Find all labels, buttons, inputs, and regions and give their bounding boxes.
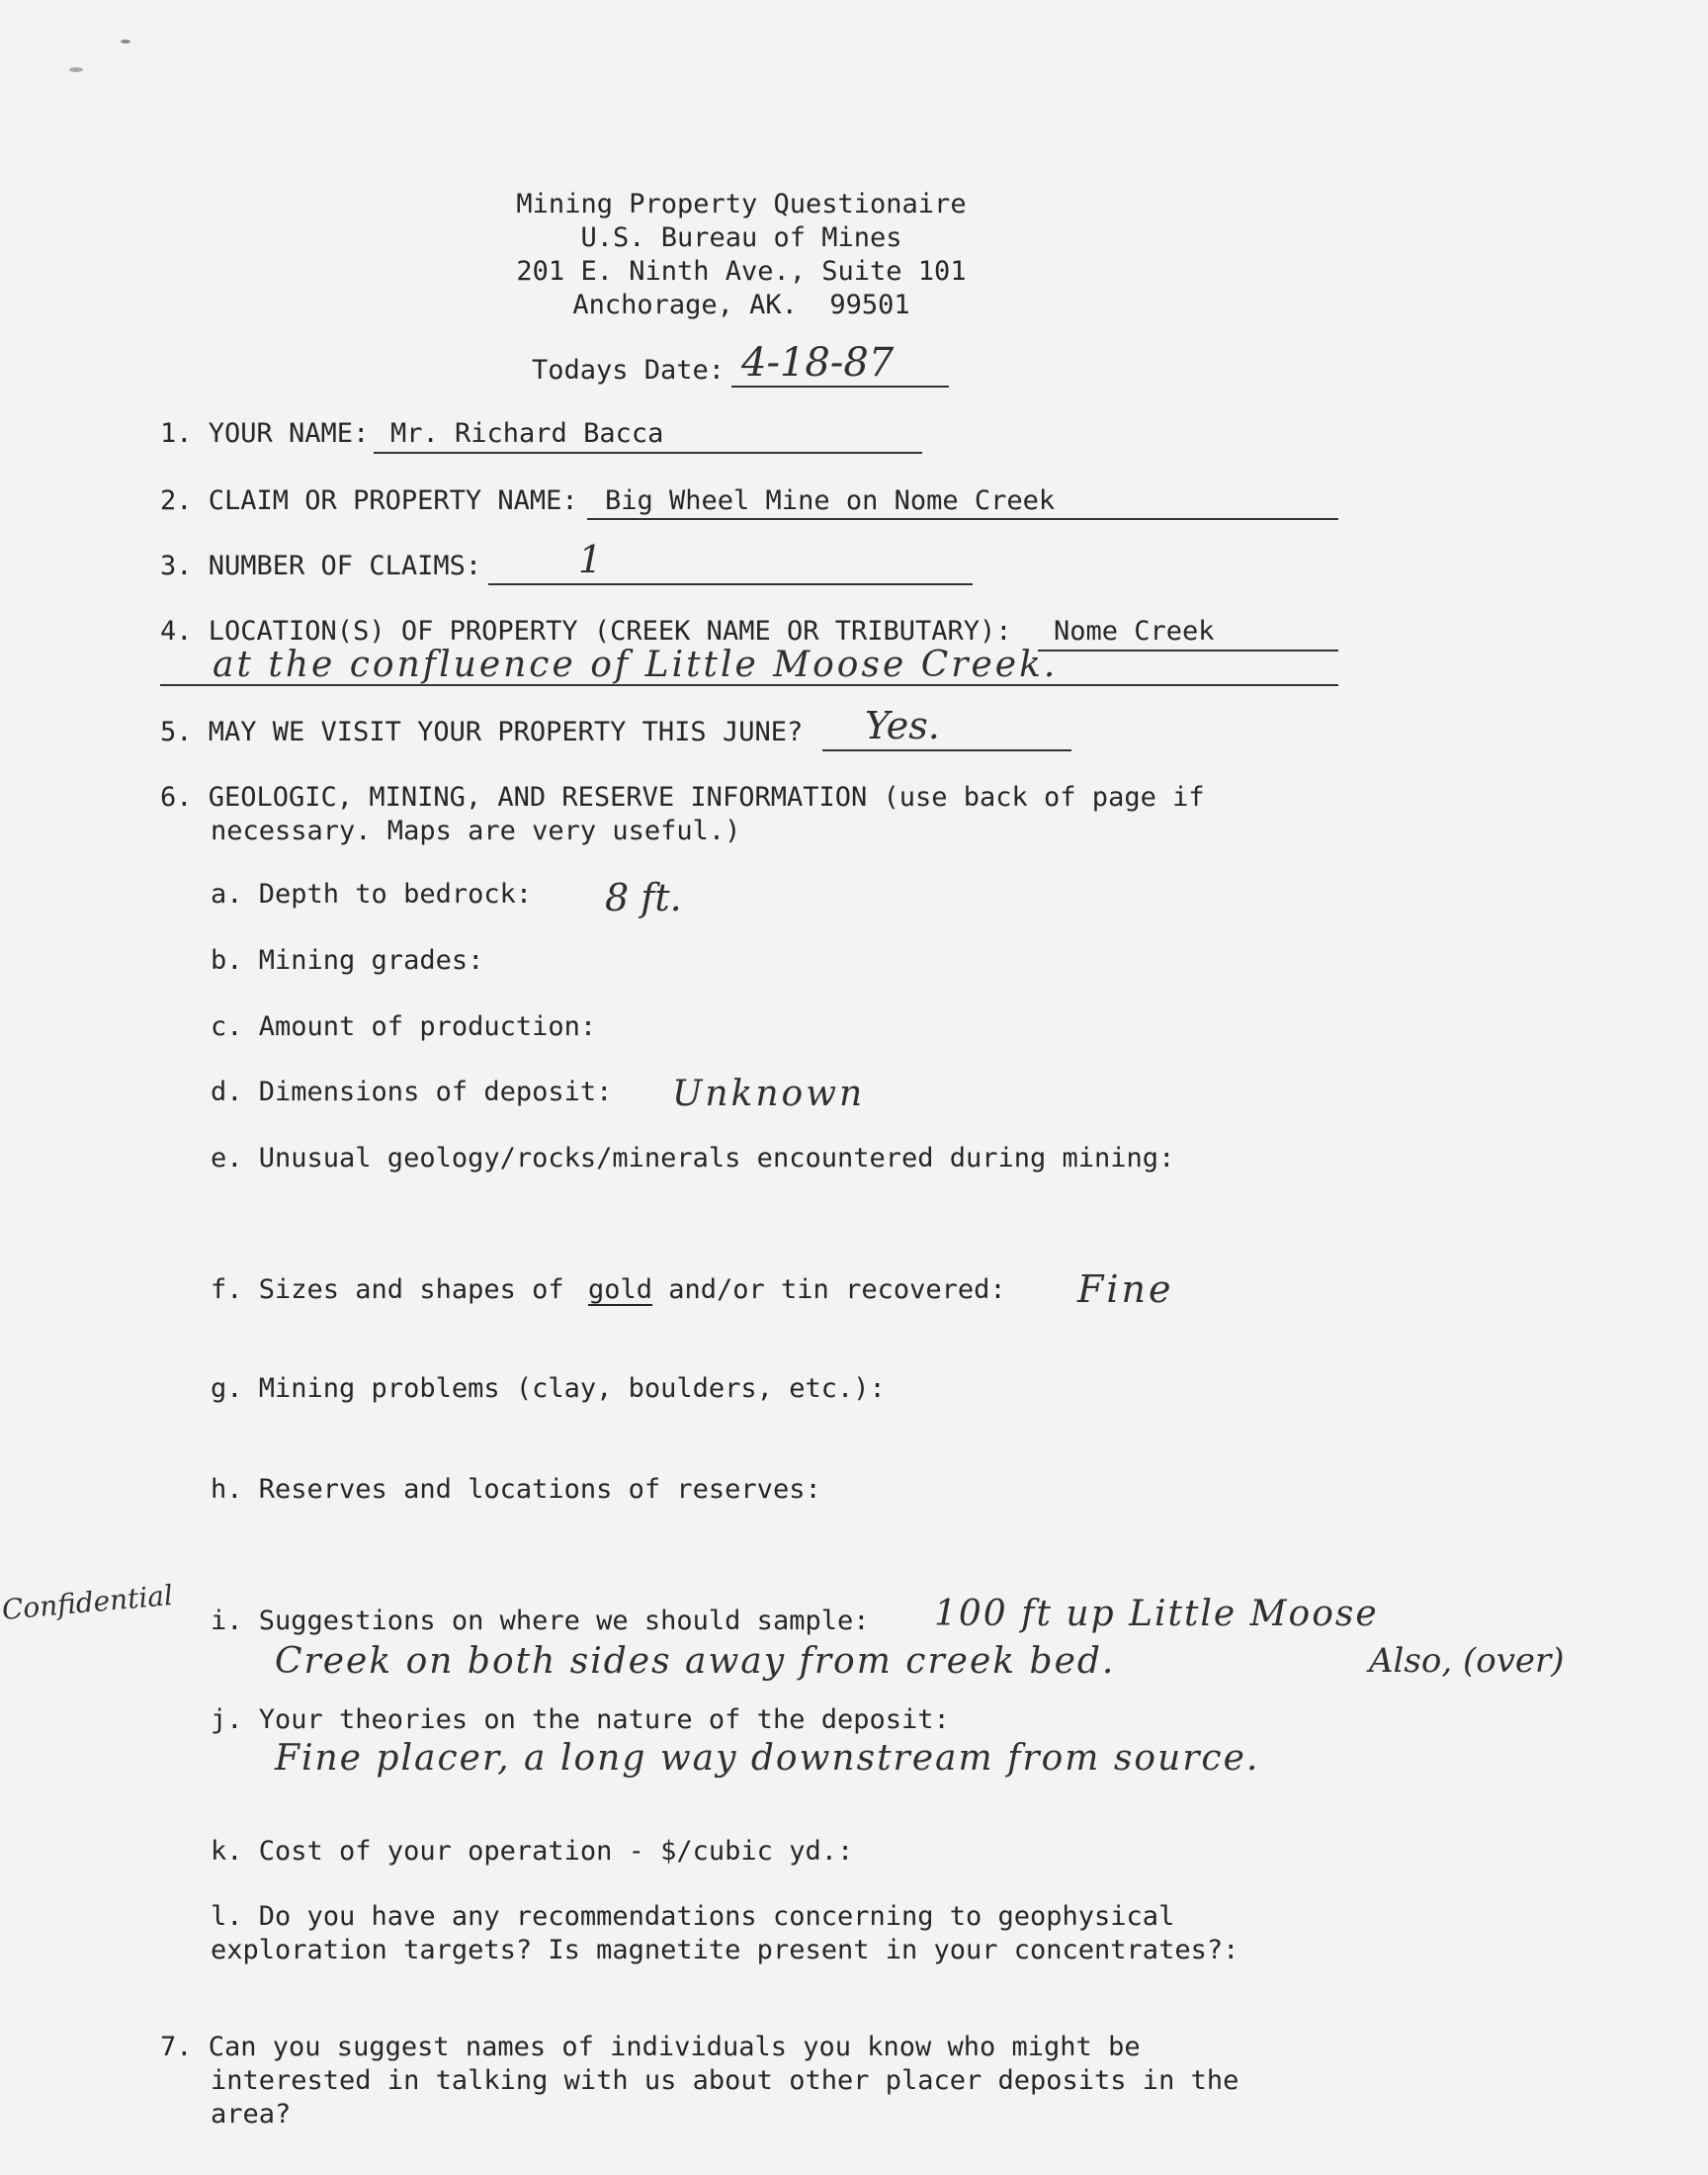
q2-underline (587, 518, 1338, 520)
q6b-label: b. Mining grades: (211, 945, 484, 976)
q6a-label: a. Depth to bedrock: (211, 879, 533, 910)
q6i-value-line2: Creek on both sides away from creek bed. (275, 1641, 1116, 1682)
q6i-value-line1: 100 ft up Little Moose (934, 1594, 1379, 1634)
q3-value: 1 (578, 538, 603, 581)
q5-underline (822, 749, 1071, 751)
q6d-value: Unknown (672, 1074, 866, 1114)
q6h-label: h. Reserves and locations of reserves: (211, 1474, 821, 1505)
q6a-value: 8 ft. (605, 876, 682, 919)
scan-speck (69, 67, 83, 72)
q6j-value: Fine placer, a long way downstream from source. (275, 1738, 1260, 1779)
scan-speck (121, 40, 130, 44)
q6l-label-line2: exploration targets? Is magnetite present in your concentrates?: (211, 1935, 1239, 1965)
header-address: 201 E. Ninth Ave., Suite 101 (516, 256, 967, 287)
date-label: Todays Date: (532, 355, 726, 386)
q4-value-continued: at the confluence of Little Moose Creek. (213, 645, 1059, 685)
q3-label: 3. NUMBER OF CLAIMS: (160, 551, 482, 581)
q6i-label: i. Suggestions on where we should sample: (211, 1606, 870, 1636)
q6g-label: g. Mining problems (clay, boulders, etc.): (211, 1373, 886, 1404)
header-title: Mining Property Questionaire (516, 189, 967, 219)
q1-value: Mr. Richard Bacca (390, 418, 664, 449)
q6f-value: Fine (1077, 1267, 1174, 1311)
q6d-label: d. Dimensions of deposit: (211, 1077, 613, 1107)
q7-label-line3: area? (211, 2099, 292, 2130)
q6e-label: e. Unusual geology/rocks/minerals encountered during mining: (211, 1143, 1175, 1174)
q5-value: Yes. (865, 704, 940, 747)
q3-underline (488, 583, 973, 585)
q6f-label-gold: gold (588, 1274, 653, 1305)
q7-label-line2: interested in talking with us about other placer deposits in the (211, 2065, 1239, 2096)
q1-underline (374, 452, 922, 454)
q6j-label: j. Your theories on the nature of the deposit: (211, 1704, 950, 1735)
q7-label-line1: 7. Can you suggest names of individuals you know who might be (160, 2032, 1141, 2062)
q6-label-line1: 6. GEOLOGIC, MINING, AND RESERVE INFORMATION (use back of page if (160, 782, 1205, 813)
q2-label: 2. CLAIM OR PROPERTY NAME: (160, 485, 578, 516)
q5-label: 5. MAY WE VISIT YOUR PROPERTY THIS JUNE? (160, 717, 804, 747)
date-value: 4-18-87 (741, 340, 895, 386)
header-city: Anchorage, AK. 99501 (572, 290, 910, 320)
q6c-label: c. Amount of production: (211, 1011, 597, 1042)
q4-underline-2 (160, 684, 1338, 686)
q4-label: 4. LOCATION(S) OF PROPERTY (CREEK NAME OR TRIBUTARY): (160, 616, 1012, 647)
q4-value: Nome Creek (1054, 616, 1215, 647)
q6k-label: k. Cost of your operation - $/cubic yd.: (211, 1836, 854, 1867)
q2-value: Big Wheel Mine on Nome Creek (605, 485, 1056, 516)
q6i-margin-note: Confidential (0, 1578, 175, 1626)
q6f-label-post: and/or tin recovered: (652, 1274, 1006, 1305)
q6i-value-line3: Also, (over) (1369, 1641, 1565, 1681)
q6-label-line2: necessary. Maps are very useful.) (211, 816, 741, 846)
date-underline (731, 386, 949, 388)
q6l-label-line1: l. Do you have any recommendations concerning to geophysical (211, 1901, 1175, 1932)
q6f-label-pre: f. Sizes and shapes of (211, 1274, 580, 1305)
header-agency: U.S. Bureau of Mines (580, 222, 902, 253)
q4-underline (1038, 650, 1338, 652)
q1-label: 1. YOUR NAME: (160, 418, 370, 449)
